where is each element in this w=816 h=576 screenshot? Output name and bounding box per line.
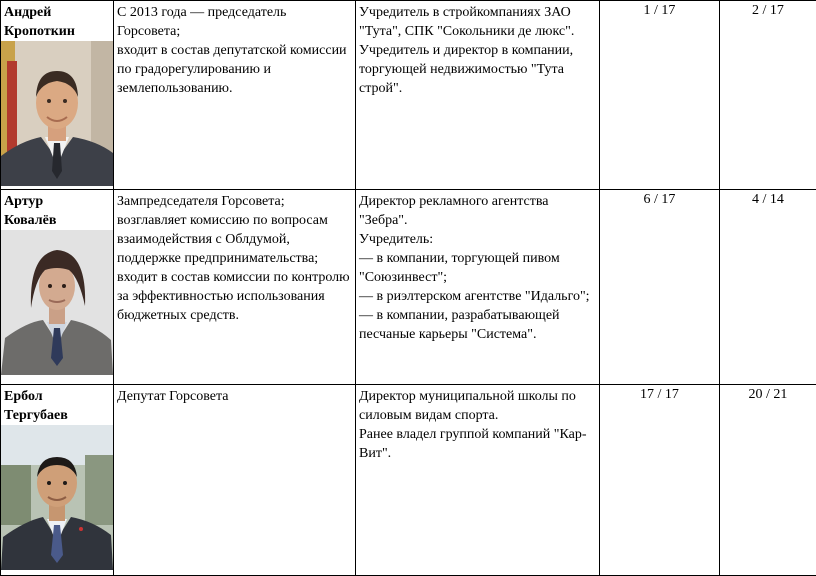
business-cell: [356, 190, 600, 385]
position-line: возглавляет комиссию по вопросам взаимодействия с Облдумой, поддержке предпринимательства;: [117, 211, 352, 268]
name-last: Ковалёв: [4, 211, 110, 230]
deputy-name: [1, 1, 113, 41]
business-cell: [356, 385, 600, 576]
table-row: [1, 190, 816, 385]
deputy-photo: [1, 41, 113, 186]
deputy-name: [1, 190, 113, 230]
attendance-2-cell: 2 / 17: [720, 1, 816, 190]
table-row: [1, 1, 816, 190]
name-last: Кропоткин: [4, 22, 110, 41]
deputy-name: [1, 385, 113, 425]
deputy-photo: [1, 230, 113, 375]
position-cell: [114, 1, 356, 190]
position-line: входит в состав комиссии по контролю за эффективностью использования бюджетных средств.: [117, 268, 352, 325]
attendance-1-cell: 17 / 17: [600, 385, 720, 576]
attendance-2-cell: 20 / 21: [720, 385, 816, 576]
attendance-1-cell: 6 / 17: [600, 190, 720, 385]
business-line: Директор рекламного агентства "Зебра".: [359, 192, 596, 230]
attendance-2-cell: 4 / 14: [720, 190, 816, 385]
business-line: — в риэлтерском агентстве "Идальго";: [359, 287, 596, 306]
table-row: [1, 385, 816, 576]
business-line: Ранее владел группой компаний "Кар-Вит".: [359, 425, 596, 463]
deputy-cell: [1, 385, 114, 576]
business-line: Учредитель в стройкомпаниях ЗАО "Тута", СПК "Сокольники де люкс".: [359, 3, 596, 41]
position-cell: [114, 190, 356, 385]
business-line: — в компании, торгующей пивом "Союзинвест";: [359, 249, 596, 287]
position-line: входит в состав депутатской комиссии по градорегулированию и землепользованию.: [117, 41, 352, 98]
deputy-cell: [1, 1, 114, 190]
deputy-cell: [1, 190, 114, 385]
business-line: Учредитель:: [359, 230, 596, 249]
position-line: С 2013 года — председатель Горсовета;: [117, 3, 352, 41]
name-first: Артур: [4, 192, 110, 211]
name-first: Андрей: [4, 3, 110, 22]
position-line: Зампредседателя Горсовета;: [117, 192, 352, 211]
business-line: — в компании, разрабатывающей песчаные карьеры "Система".: [359, 306, 596, 344]
business-line: Учредитель и директор в компании, торгующей недвижимостью "Тута строй".: [359, 41, 596, 98]
business-line: Директор муниципальной школы по силовым видам спорта.: [359, 387, 596, 425]
attendance-1-cell: 1 / 17: [600, 1, 720, 190]
name-last: Тергубаев: [4, 406, 110, 425]
deputy-photo: [1, 425, 113, 570]
name-first: Ербол: [4, 387, 110, 406]
position-cell: [114, 385, 356, 576]
position-line: Депутат Горсовета: [117, 387, 352, 406]
business-cell: [356, 1, 600, 190]
